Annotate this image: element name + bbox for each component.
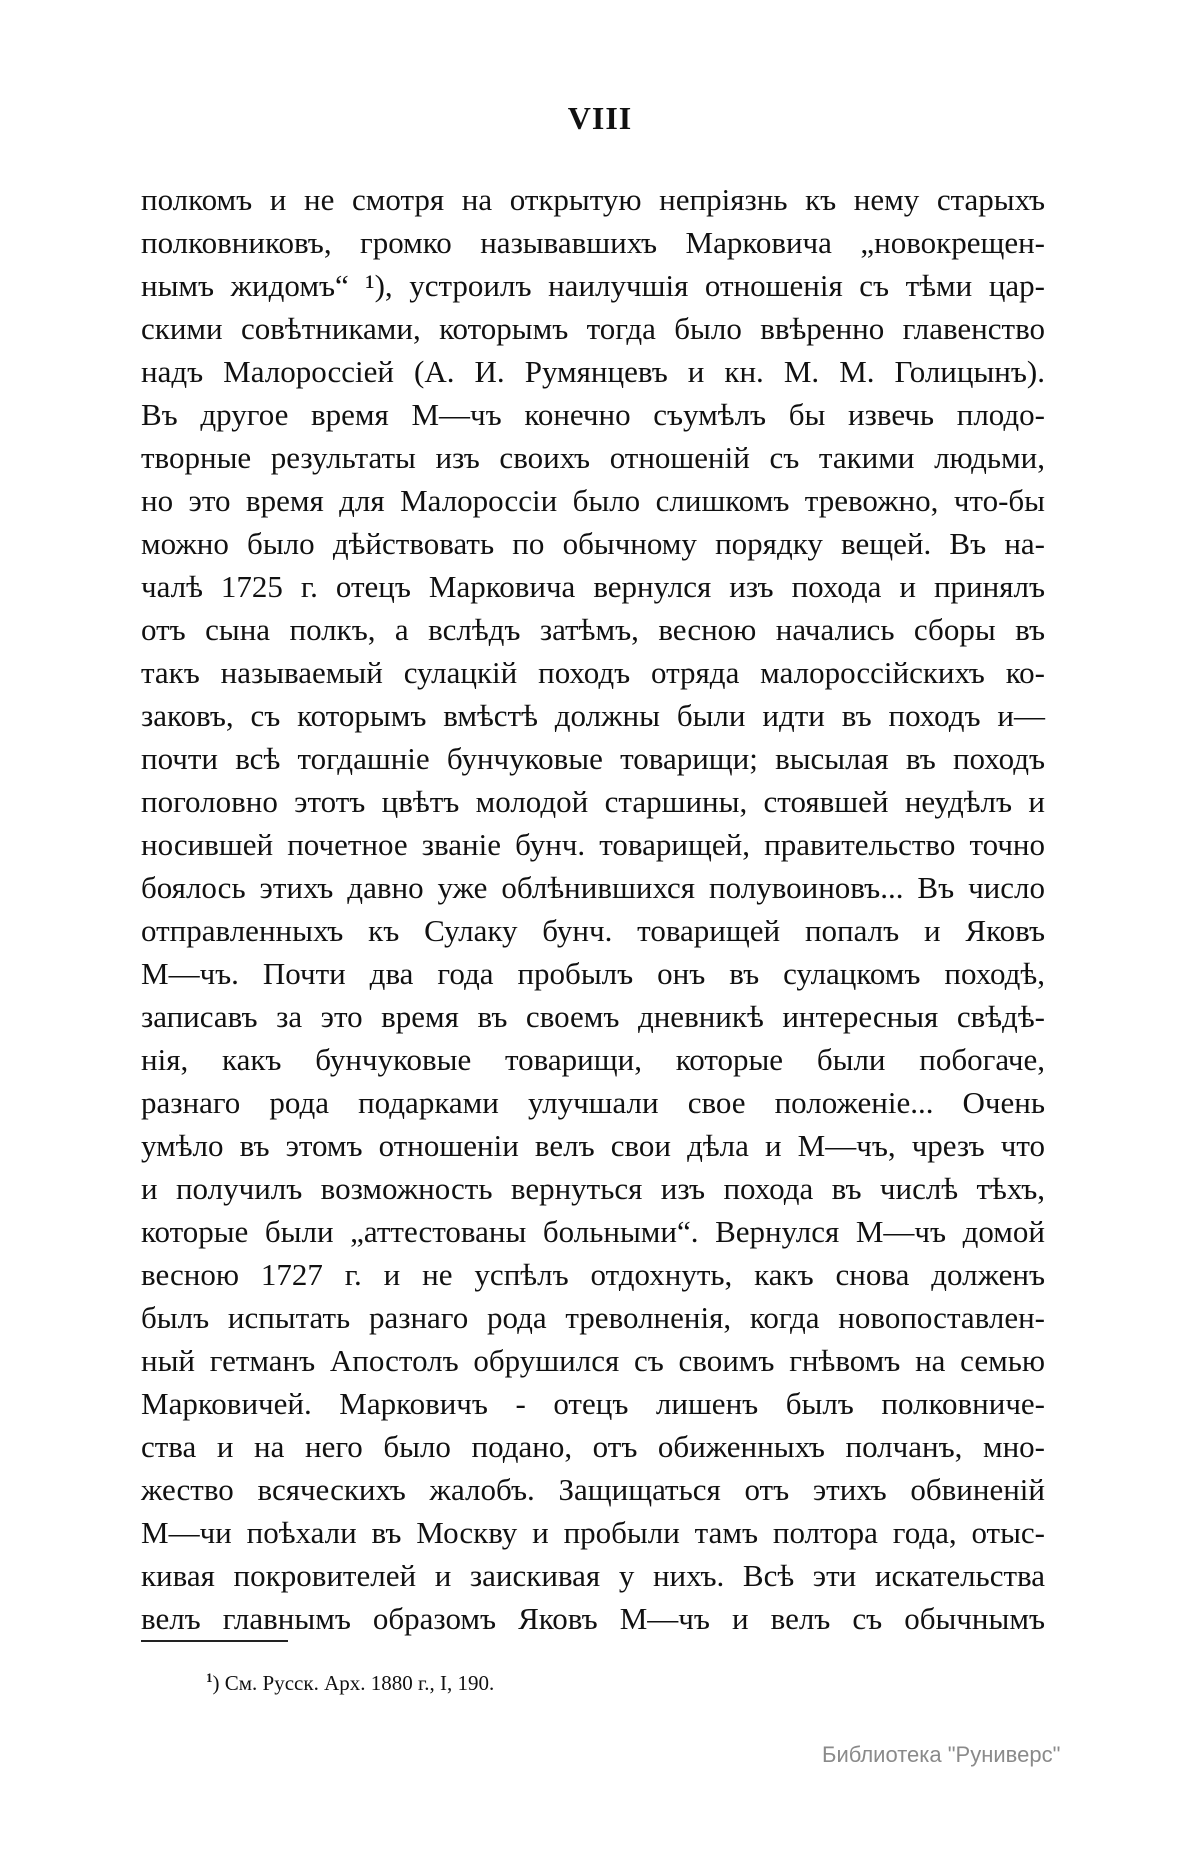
footnote-marker: 1 [206, 1670, 213, 1685]
text-line: кивая покровителей и заискивая у нихъ. Всѣ эти искательства [141, 1558, 1045, 1593]
text-line: носившей почетное званіе бунч. товарищей, правительство точно [141, 827, 1045, 862]
text-line: нымъ жидомъ“ ¹), устроилъ наилучшія отношенія съ тѣми цар- [141, 268, 1045, 303]
footnote-text: ) См. Русск. Арх. 1880 г., I, 190. [212, 1671, 495, 1695]
library-watermark: Библиотека "Руниверс" [822, 1742, 1061, 1767]
text-line: велъ главнымъ образомъ Яковъ М—чъ и велъ съ обычнымъ [141, 1601, 1045, 1636]
text-line: М—чи поѣхали въ Москву и пробыли тамъ полтора года, отыс- [141, 1515, 1045, 1550]
text-line: умѣло въ этомъ отношеніи велъ свои дѣла и М—чъ, чрезъ что [141, 1128, 1045, 1163]
text-line: ства и на него было подано, отъ обиженныхъ полчанъ, мно- [141, 1429, 1045, 1464]
text-line: записавъ за это время въ своемъ дневникѣ интересныя свѣдѣ- [141, 999, 1045, 1034]
text-line: ный гетманъ Апостолъ обрушился съ своимъ гнѣвомъ на семью [141, 1343, 1045, 1378]
text-line: отправленныхъ къ Сулаку бунч. товарищей попалъ и Яковъ [141, 913, 1045, 948]
text-line: заковъ, съ которымъ вмѣстѣ должны были идти въ походъ и— [141, 698, 1045, 733]
footnote [206, 1664, 494, 1697]
text-line: жество всяческихъ жалобъ. Защищаться отъ этихъ обвиненій [141, 1472, 1045, 1507]
text-line: но это время для Малороссіи было слишкомъ тревожно, что-бы [141, 483, 1045, 518]
body-text [141, 178, 1045, 1640]
text-line: скими совѣтниками, которымъ тогда было ввѣренно главенство [141, 311, 1045, 346]
text-line: отъ сына полкъ, а вслѣдъ затѣмъ, весною начались сборы въ [141, 612, 1045, 647]
text-line: которые были „аттестованы больными“. Вернулся М—чъ домой [141, 1214, 1045, 1249]
text-line: творные результаты изъ своихъ отношеній съ такими людьми, [141, 440, 1045, 475]
text-line: весною 1727 г. и не успѣлъ отдохнуть, какъ снова долженъ [141, 1257, 1045, 1292]
text-line: можно было дѣйствовать по обычному порядку вещей. Въ на- [141, 526, 1045, 561]
text-line: почти всѣ тогдашніе бунчуковые товарищи; высылая въ походъ [141, 741, 1045, 776]
footnote-divider [141, 1640, 288, 1642]
page-number: VIII [567, 100, 633, 136]
text-line: полковниковъ, громко называвшихъ Марковича „новокрещен- [141, 225, 1045, 260]
text-line: разнаго рода подарками улучшали свое положеніе... Очень [141, 1085, 1045, 1120]
text-line: надъ Малороссіей (А. И. Румянцевъ и кн. М. М. Голицынъ). [141, 354, 1045, 389]
text-line: и получилъ возможность вернуться изъ похода въ числѣ тѣхъ, [141, 1171, 1045, 1206]
text-line: полкомъ и не смотря на открытую непріязнь къ нему старыхъ [141, 182, 1045, 217]
text-line: боялось этихъ давно уже облѣнившихся полувоиновъ... Въ число [141, 870, 1045, 905]
text-line: Въ другое время М—чъ конечно съумѣлъ бы извечь плодо- [141, 397, 1045, 432]
text-line: былъ испытать разнаго рода треволненія, когда новопоставлен- [141, 1300, 1045, 1335]
text-line: такъ называемый сулацкій походъ отряда малороссійскихъ ко- [141, 655, 1045, 690]
text-line: поголовно этотъ цвѣтъ молодой старшины, стоявшей неудѣлъ и [141, 784, 1045, 819]
text-line: чалѣ 1725 г. отецъ Марковича вернулся изъ похода и принялъ [141, 569, 1045, 604]
text-line: Марковичей. Марковичъ - отецъ лишенъ былъ полковниче- [141, 1386, 1045, 1421]
text-line: нія, какъ бунчуковые товарищи, которые были побогаче, [141, 1042, 1045, 1077]
text-line: М—чъ. Почти два года пробылъ онъ въ сулацкомъ походѣ, [141, 956, 1045, 991]
